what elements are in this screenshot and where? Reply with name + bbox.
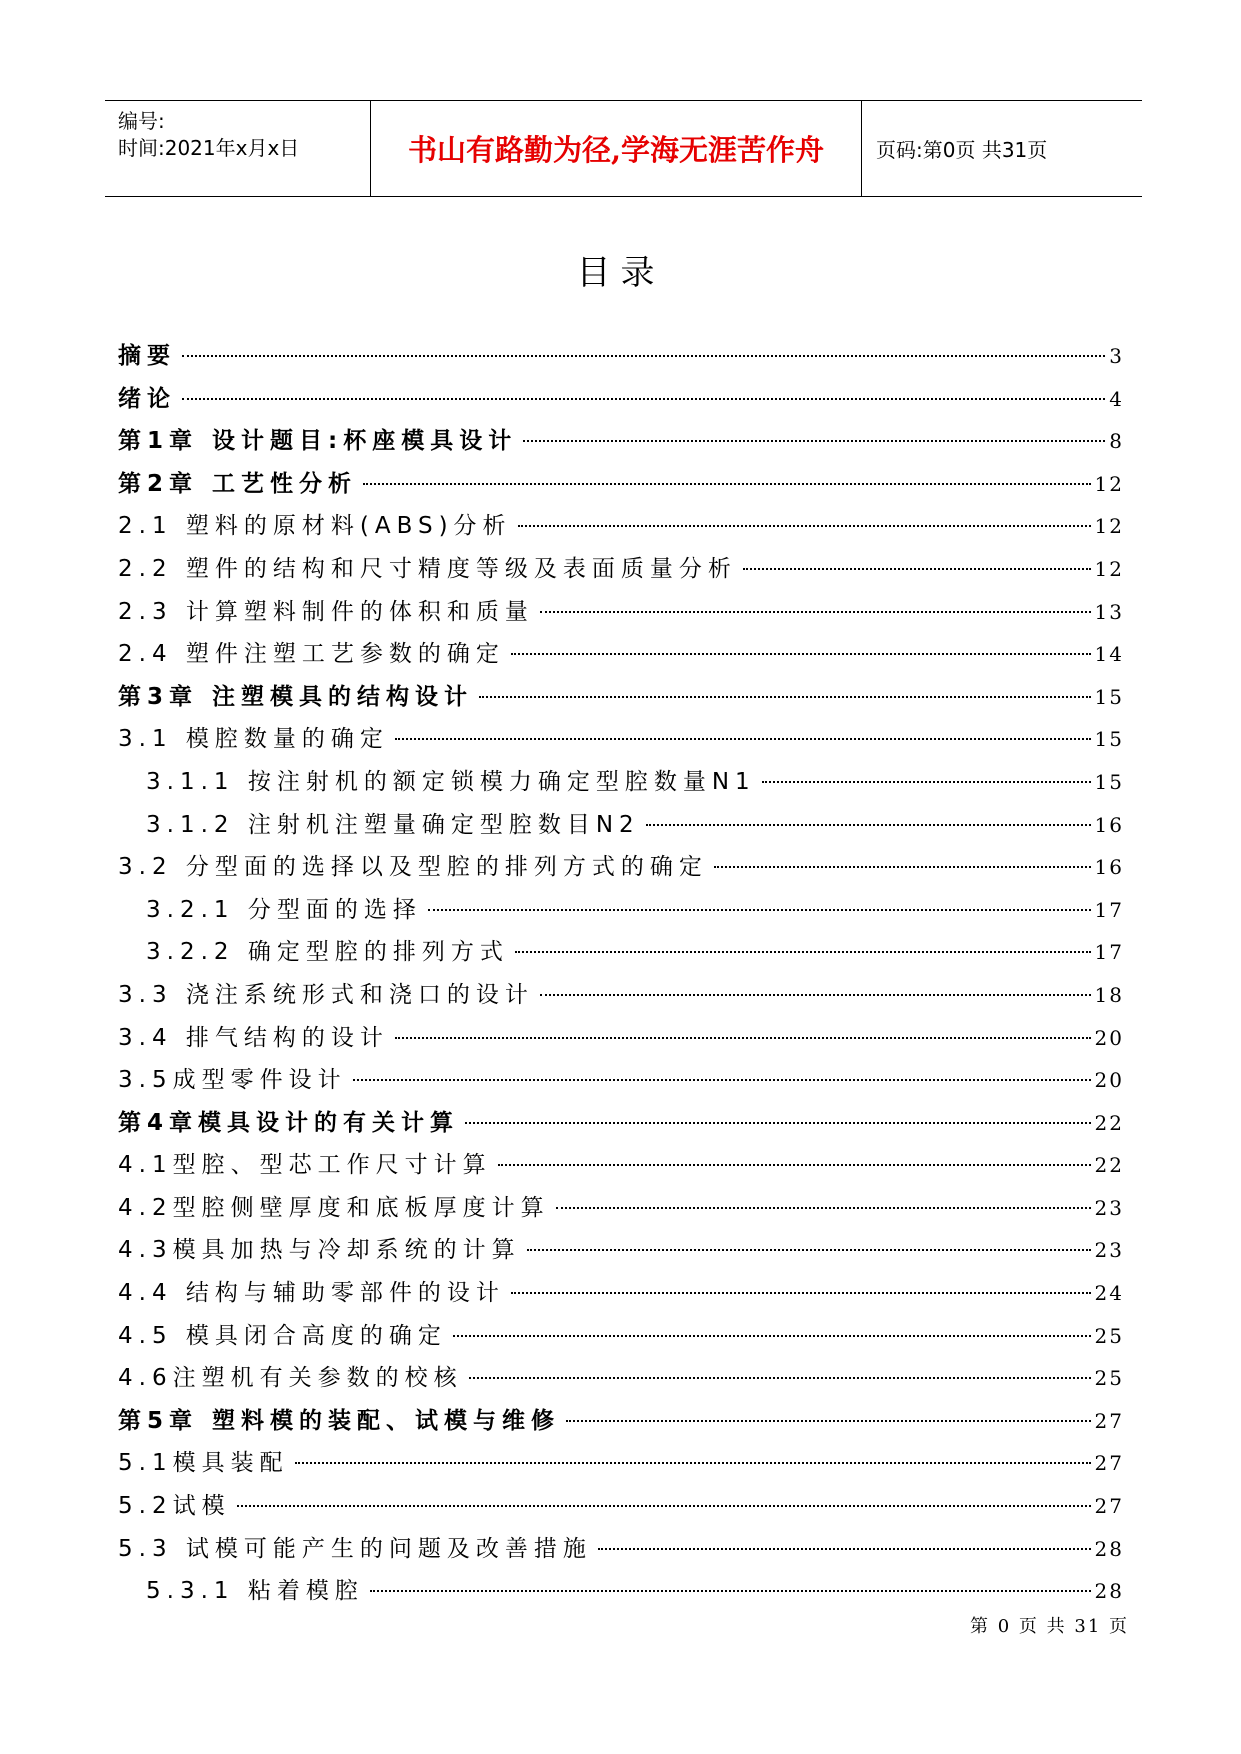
toc-entry-label: 3.2.1 分型面的选择 (146, 896, 422, 923)
toc-dot-leader (527, 1249, 1091, 1251)
number-label: 编号: (118, 109, 165, 133)
toc-entry[interactable] (118, 1317, 1124, 1360)
toc-entry-page: 12 (1094, 471, 1124, 496)
toc-dot-leader (363, 483, 1091, 485)
toc-dot-leader (646, 824, 1091, 826)
toc-entry-page: 4 (1109, 386, 1124, 411)
toc-dot-leader (523, 440, 1105, 442)
toc-dot-leader (743, 568, 1091, 570)
toc-dot-leader (598, 1548, 1091, 1550)
toc-entry-label: 2.1 塑料的原材料(ABS)分析 (118, 513, 512, 540)
toc-entry[interactable] (118, 507, 1124, 550)
toc-dot-leader (762, 781, 1091, 783)
toc-entry[interactable] (118, 763, 1124, 806)
toc-entry[interactable] (118, 1487, 1124, 1530)
toc-dot-leader (556, 1207, 1091, 1209)
toc-entry-label: 4.3模具加热与冷却系统的计算 (118, 1237, 521, 1264)
toc-entry-page: 12 (1094, 514, 1124, 539)
toc-entry[interactable] (118, 1274, 1124, 1317)
toc-entry-page: 24 (1094, 1281, 1124, 1306)
toc-dot-leader (295, 1462, 1091, 1464)
toc-entry-page: 15 (1094, 684, 1124, 709)
toc-entry-label: 3.4 排气结构的设计 (118, 1024, 389, 1051)
toc-entry-label: 4.1型腔、型芯工作尺寸计算 (118, 1152, 492, 1179)
toc-entry-page: 28 (1094, 1536, 1124, 1561)
toc-entry-page: 8 (1109, 429, 1124, 454)
toc-dot-leader (465, 1122, 1091, 1124)
toc-dot-leader (511, 1292, 1091, 1294)
toc-entry[interactable] (118, 678, 1124, 721)
toc-entry[interactable] (118, 891, 1124, 934)
toc-entry-label: 第4章模具设计的有关计算 (118, 1109, 460, 1136)
toc-entry-label: 5.2试模 (118, 1493, 231, 1520)
toc-dot-leader (714, 866, 1091, 868)
toc-dot-leader (479, 696, 1091, 698)
toc-dot-leader (370, 1590, 1091, 1592)
toc-entry[interactable] (118, 1231, 1124, 1274)
toc-entry-label: 4.2型腔侧壁厚度和底板厚度计算 (118, 1194, 550, 1221)
toc-dot-leader (395, 1037, 1091, 1039)
toc-entry[interactable] (118, 720, 1124, 763)
toc-entry-label: 3.3 浇注系统形式和浇口的设计 (118, 981, 534, 1008)
toc-entry-page: 16 (1094, 812, 1124, 837)
page-header (105, 100, 1142, 197)
toc-entry[interactable] (118, 1061, 1124, 1104)
toc-dot-leader (518, 525, 1091, 527)
table-of-contents (118, 337, 1124, 1615)
toc-entry-label: 第1章 设计题目:杯座模具设计 (118, 428, 518, 455)
toc-entry[interactable] (118, 1019, 1124, 1062)
toc-entry[interactable] (118, 380, 1124, 423)
toc-entry-page: 25 (1094, 1323, 1124, 1348)
toc-entry-label: 第5章 塑料模的装配、试模与维修 (118, 1407, 561, 1434)
toc-entry-page: 23 (1094, 1195, 1124, 1220)
toc-entry-page: 22 (1094, 1110, 1124, 1135)
toc-dot-leader (353, 1079, 1091, 1081)
toc-dot-leader (540, 611, 1091, 613)
toc-entry[interactable] (118, 635, 1124, 678)
toc-entry-label: 3.1 模腔数量的确定 (118, 726, 389, 753)
toc-dot-leader (540, 994, 1091, 996)
toc-entry-page: 27 (1094, 1451, 1124, 1476)
toc-entry[interactable] (118, 806, 1124, 849)
toc-dot-leader (395, 738, 1091, 740)
toc-dot-leader (469, 1377, 1091, 1379)
toc-entry-label: 第3章 注塑模具的结构设计 (118, 683, 474, 710)
toc-dot-leader (182, 398, 1105, 400)
toc-entry[interactable] (118, 1572, 1124, 1615)
page-title: 目录 (576, 253, 665, 293)
toc-entry-page: 18 (1094, 982, 1124, 1007)
toc-dot-leader (566, 1420, 1091, 1422)
toc-entry-label: 3.2.2 确定型腔的排列方式 (146, 939, 509, 966)
toc-entry[interactable] (118, 1359, 1124, 1402)
header-motto-cell (371, 101, 862, 196)
toc-entry-label: 5.1模具装配 (118, 1450, 289, 1477)
toc-entry[interactable] (118, 1189, 1124, 1232)
toc-entry-page: 25 (1094, 1366, 1124, 1391)
toc-entry-page: 27 (1094, 1494, 1124, 1519)
toc-entry[interactable] (118, 1402, 1124, 1445)
toc-entry[interactable] (118, 848, 1124, 891)
toc-entry-label: 2.4 塑件注塑工艺参数的确定 (118, 641, 505, 668)
toc-entry-label: 3.1.2 注射机注塑量确定型腔数目N2 (146, 811, 640, 838)
toc-entry-label: 4.5 模具闭合高度的确定 (118, 1322, 447, 1349)
toc-entry-label: 摘要 (118, 343, 176, 369)
toc-entry[interactable] (118, 933, 1124, 976)
toc-entry[interactable] (118, 1146, 1124, 1189)
toc-entry-page: 13 (1094, 599, 1124, 624)
toc-entry[interactable] (118, 337, 1124, 380)
motto-text: 书山有路勤为径,学海无涯苦作舟 (407, 133, 825, 167)
toc-entry-page: 14 (1094, 642, 1124, 667)
toc-entry-page: 15 (1094, 727, 1124, 752)
toc-entry-label: 3.1.1 按注射机的额定锁模力确定型腔数量N1 (146, 768, 756, 795)
toc-entry-page: 20 (1094, 1025, 1124, 1050)
toc-dot-leader (182, 355, 1105, 357)
toc-entry-label: 3.2 分型面的选择以及型腔的排列方式的确定 (118, 854, 708, 881)
toc-entry-page: 22 (1094, 1153, 1124, 1178)
toc-entry-label: 4.4 结构与辅助零部件的设计 (118, 1280, 505, 1307)
toc-entry-page: 16 (1094, 855, 1124, 880)
toc-entry[interactable] (118, 1444, 1124, 1487)
page-footer: 第 0 页 共 31 页 (970, 1616, 1129, 1637)
toc-entry-page: 17 (1094, 897, 1124, 922)
toc-entry[interactable] (118, 465, 1124, 508)
toc-entry-label: 2.3 计算塑料制件的体积和质量 (118, 598, 534, 625)
toc-dot-leader (498, 1164, 1091, 1166)
toc-dot-leader (237, 1505, 1091, 1507)
toc-dot-leader (515, 951, 1091, 953)
toc-entry-page: 28 (1094, 1579, 1124, 1604)
toc-entry-page: 3 (1109, 344, 1124, 368)
toc-entry-page: 17 (1094, 940, 1124, 965)
toc-entry-label: 2.2 塑件的结构和尺寸精度等级及表面质量分析 (118, 555, 737, 582)
toc-entry-page: 20 (1094, 1068, 1124, 1093)
toc-entry-label: 5.3.1 粘着模腔 (146, 1578, 364, 1605)
toc-entry[interactable] (118, 1104, 1124, 1147)
toc-entry-label: 4.6注塑机有关参数的校核 (118, 1365, 463, 1392)
toc-entry[interactable] (118, 1530, 1124, 1573)
toc-dot-leader (453, 1335, 1091, 1337)
toc-entry-page: 23 (1094, 1238, 1124, 1263)
toc-entry-label: 第2章 工艺性分析 (118, 470, 358, 497)
toc-entry-page: 12 (1094, 556, 1124, 581)
toc-entry[interactable] (118, 593, 1124, 636)
toc-entry-label: 3.5成型零件设计 (118, 1067, 347, 1094)
toc-entry-page: 27 (1094, 1408, 1124, 1433)
toc-entry[interactable] (118, 976, 1124, 1019)
toc-entry-label: 绪论 (118, 385, 176, 412)
toc-entry[interactable] (118, 550, 1124, 593)
header-left-cell (105, 101, 371, 196)
toc-dot-leader (511, 653, 1091, 655)
header-page-info: 页码:第0页 共31页 (876, 138, 1048, 162)
toc-dot-leader (428, 909, 1091, 911)
toc-entry-page: 15 (1094, 769, 1124, 794)
toc-entry[interactable] (118, 422, 1124, 465)
toc-entry-label: 5.3 试模可能产生的问题及改善措施 (118, 1535, 592, 1562)
time-label: 时间:2021年x月x日 (118, 136, 300, 160)
